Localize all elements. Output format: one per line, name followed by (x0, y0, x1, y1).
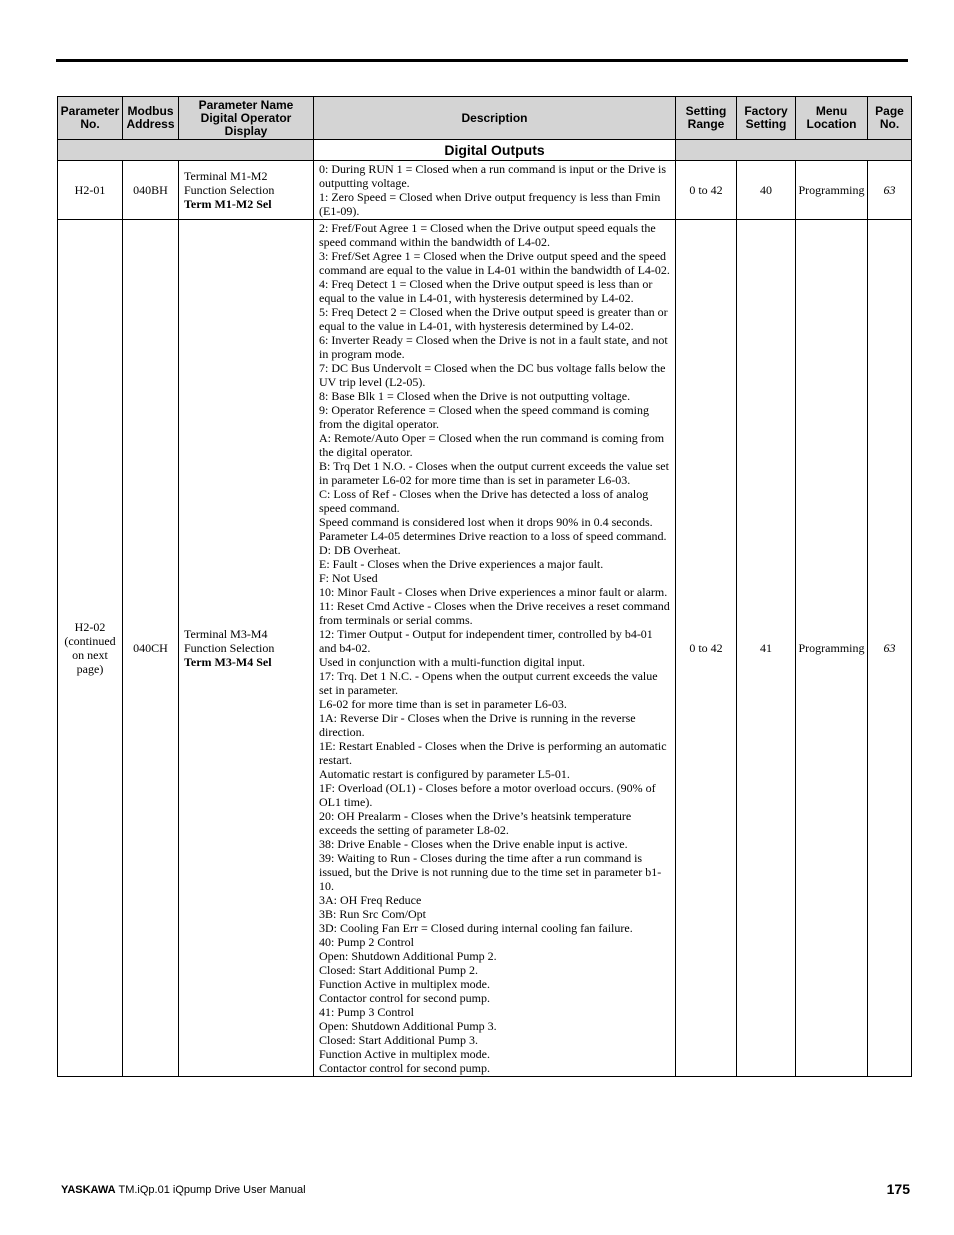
name-line: Function Selection (184, 641, 275, 655)
description-line: 20: OH Prealarm - Closes when the Drive’s heatsink temperature exceeds the setting of parameter L8-02. (319, 809, 632, 837)
description-line: 4: Freq Detect 1 = Closed when the Drive output speed is less than or equal to the value in L4-01, with hysteresis determined by L4-02. (319, 277, 653, 305)
description-line: 11: Reset Cmd Active - Closes when the Drive receives a reset command from terminals or serial comms. (319, 599, 670, 627)
description-line: L6-02 for more time than is set in parameter L6-03. (319, 697, 567, 711)
footer-page-number: 175 (886, 1181, 910, 1197)
parameter-table (57, 96, 912, 1077)
header-modbus: Modbus Address (123, 97, 179, 140)
description-line: Contactor control for second pump. (319, 991, 490, 1005)
footer-manual-title: TM.iQp.01 iQpump Drive User Manual (118, 1184, 306, 1196)
menu-location: Programming (796, 161, 868, 220)
description-line: 40: Pump 2 Control (319, 935, 415, 949)
header-range: Setting Range (676, 97, 737, 140)
factory-setting: 41 (737, 220, 796, 1077)
description-line: Speed command is considered lost when it drops 90% in 0.4 seconds. Parameter L4-05 determines Drive reaction to a loss of speed command. (319, 515, 667, 543)
parameter-name (179, 161, 314, 220)
description-line: B: Trq Det 1 N.O. - Closes when the output current exceeds the value set in parameter L6-02 for more time than is set in parameter L6-03. (319, 459, 669, 487)
name-line: Terminal M1-M2 (184, 169, 268, 183)
header-page: Page No. (868, 97, 912, 140)
parameter-name (179, 220, 314, 1077)
footer-brand: YASKAWA (61, 1184, 116, 1196)
description-line: 1A: Reverse Dir - Closes when the Drive is running in the reverse direction. (319, 711, 636, 739)
description-line: 5: Freq Detect 2 = Closed when the Drive output speed is greater than or equal to the value in L4-01, with hysteresis determined by L4-02. (319, 305, 668, 333)
description-line: 3A: OH Freq Reduce (319, 893, 422, 907)
description-line: 38: Drive Enable - Closes when the Drive enable input is active. (319, 837, 628, 851)
section-row (58, 140, 912, 161)
description-line: Contactor control for second pump. (319, 1061, 490, 1075)
menu-location: Programming (796, 220, 868, 1077)
description-line: 41: Pump 3 Control (319, 1005, 415, 1019)
description-line: 17: Trq. Det 1 N.C. - Opens when the output current exceeds the value set in parameter. (319, 669, 658, 697)
param-no: H2-01 (58, 161, 123, 220)
description-line: Closed: Start Additional Pump 2. (319, 963, 479, 977)
setting-range: 0 to 42 (676, 161, 737, 220)
description-line: Open: Shutdown Additional Pump 3. (319, 1019, 497, 1033)
description-cell (314, 220, 676, 1077)
description-line: 2: Fref/Fout Agree 1 = Closed when the Drive output speed equals the speed command within the bandwidth of L4-02. (319, 221, 656, 249)
header-name: Parameter Name Digital Operator Display (179, 97, 314, 140)
description-line: C: Loss of Ref - Closes when the Drive has detected a loss of analog speed command. (319, 487, 649, 515)
description-line: 1E: Restart Enabled - Closes when the Drive is performing an automatic restart. (319, 739, 667, 767)
table-row (58, 161, 912, 220)
top-rule (56, 59, 908, 62)
name-line: Function Selection (184, 183, 275, 197)
description-line: 39: Waiting to Run - Closes during the time after a run command is issued, but the Drive is not running due to the time set in parameter b1-10. (319, 851, 662, 893)
description-line: 1F: Overload (OL1) - Closes before a motor overload occurs. (90% of OL1 time). (319, 781, 656, 809)
description-line: E: Fault - Closes when the Drive experiences a major fault. (319, 557, 604, 571)
description-line: 0: During RUN 1 = Closed when a run command is input or the Drive is outputting voltage. (319, 162, 667, 190)
param-no: H2-02 (continued on next page) (58, 220, 123, 1077)
description-line: 3B: Run Src Com/Opt (319, 907, 427, 921)
description-line: 12: Timer Output - Output for independent timer, controlled by b4-01 and b4-02. (319, 627, 653, 655)
footer-manual (61, 1184, 306, 1196)
factory-setting: 40 (737, 161, 796, 220)
operator-display: Term M1-M2 Sel (184, 197, 272, 211)
description-line: 3D: Cooling Fan Err = Closed during internal cooling fan failure. (319, 921, 633, 935)
modbus-address: 040CH (123, 220, 179, 1077)
description-line: Closed: Start Additional Pump 3. (319, 1033, 479, 1047)
description-line: 7: DC Bus Undervolt = Closed when the DC bus voltage falls below the UV trip level (L2-05). (319, 361, 666, 389)
description-line: 1: Zero Speed = Closed when Drive output frequency is less than Fmin (E1-09). (319, 190, 661, 218)
page-no: 63 (868, 220, 912, 1077)
table-header-row (58, 97, 912, 140)
section-title: Digital Outputs (314, 140, 676, 161)
name-line: Terminal M3-M4 (184, 627, 268, 641)
table-row (58, 220, 912, 1077)
description-line: A: Remote/Auto Oper = Closed when the run command is coming from the digital operator. (319, 431, 665, 459)
description-line: 8: Base Blk 1 = Closed when the Drive is not outputting voltage. (319, 389, 631, 403)
page-no: 63 (868, 161, 912, 220)
description-line: Used in conjunction with a multi-function digital input. (319, 655, 585, 669)
description-line: F: Not Used (319, 571, 378, 585)
description-line: D: DB Overheat. (319, 543, 401, 557)
description-line: Function Active in multiplex mode. (319, 1047, 490, 1061)
description-line: 9: Operator Reference = Closed when the speed command is coming from the digital operator. (319, 403, 649, 431)
description-line: 3: Fref/Set Agree 1 = Closed when the Drive output speed and the speed command are equal to the value in L4-01 within the bandwidth of L4-02. (319, 249, 670, 277)
description-line: 6: Inverter Ready = Closed when the Drive is not in a fault state, and not in program mode. (319, 333, 668, 361)
header-param-no: Parameter No. (58, 97, 123, 140)
header-description: Description (314, 97, 676, 140)
description-line: Automatic restart is configured by parameter L5-01. (319, 767, 570, 781)
description-line: Function Active in multiplex mode. (319, 977, 490, 991)
description-line: Open: Shutdown Additional Pump 2. (319, 949, 497, 963)
modbus-address: 040BH (123, 161, 179, 220)
setting-range: 0 to 42 (676, 220, 737, 1077)
header-menu: Menu Location (796, 97, 868, 140)
header-factory: Factory Setting (737, 97, 796, 140)
description-line: 10: Minor Fault - Closes when Drive experiences a minor fault or alarm. (319, 585, 668, 599)
description-cell (314, 161, 676, 220)
operator-display: Term M3-M4 Sel (184, 655, 272, 669)
